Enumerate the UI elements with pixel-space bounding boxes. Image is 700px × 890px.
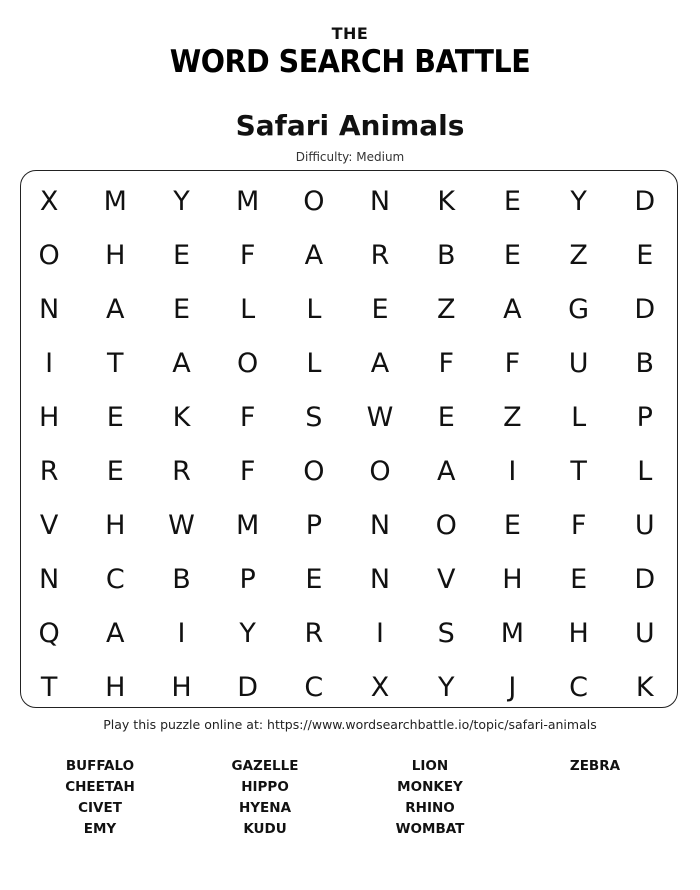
grid-cell[interactable]: V (436, 563, 456, 595)
grid-cell[interactable]: U (634, 509, 655, 541)
grid-cell[interactable]: L (306, 293, 322, 325)
word-item: HIPPO (241, 779, 289, 795)
grid-cell[interactable]: R (39, 455, 59, 487)
grid-cell[interactable]: O (369, 455, 391, 487)
grid-cell[interactable]: L (571, 401, 587, 433)
word-item: BUFFALO (65, 758, 135, 774)
grid-cell[interactable]: E (305, 563, 323, 595)
grid-cell[interactable]: T (570, 455, 587, 487)
grid-cell[interactable]: F (504, 347, 521, 379)
grid-cell[interactable]: T (40, 671, 58, 703)
grid-cell[interactable]: A (106, 617, 125, 649)
grid-cell[interactable]: P (239, 563, 256, 595)
grid-cell[interactable]: I (177, 617, 186, 649)
grid-cell[interactable]: N (369, 563, 391, 595)
grid-cell[interactable]: Y (239, 617, 256, 649)
grid-cell[interactable]: C (105, 563, 125, 595)
grid-cell[interactable]: E (106, 401, 124, 433)
grid-cell[interactable]: H (105, 509, 126, 541)
grid-cell[interactable]: K (172, 401, 191, 433)
grid-cell[interactable]: X (39, 185, 59, 217)
grid-cell[interactable]: P (305, 509, 322, 541)
grid-cell[interactable]: I (45, 347, 54, 379)
grid-cell[interactable]: E (106, 455, 124, 487)
grid-cell[interactable]: F (570, 509, 587, 541)
grid-cell[interactable]: I (508, 455, 517, 487)
grid-cell[interactable]: B (436, 239, 456, 271)
grid-cell[interactable]: F (438, 347, 454, 379)
grid-cell[interactable]: E (503, 509, 521, 541)
grid-cell[interactable]: J (508, 671, 517, 703)
grid-cell[interactable]: Z (436, 293, 456, 325)
grid-cell[interactable]: Y (173, 185, 190, 217)
grid-cell[interactable]: E (437, 401, 455, 433)
grid-cell[interactable]: M (500, 617, 525, 649)
grid-cell[interactable]: N (369, 185, 391, 217)
difficulty-label: Difficulty: Medium (295, 150, 405, 164)
grid-cell[interactable]: G (568, 293, 590, 325)
grid-cell[interactable]: F (239, 239, 256, 271)
grid-cell[interactable]: L (240, 293, 256, 325)
grid-cell[interactable]: O (303, 185, 325, 217)
grid-cell[interactable]: R (172, 455, 191, 487)
grid-cell[interactable]: O (435, 509, 457, 541)
grid-cell[interactable]: K (437, 185, 456, 217)
grid-cell[interactable]: P (636, 401, 653, 433)
word-column (30, 756, 170, 840)
grid-cell[interactable]: E (503, 185, 521, 217)
grid-cell[interactable]: S (305, 401, 323, 433)
grid-cell[interactable]: H (105, 671, 126, 703)
grid-cell[interactable]: M (103, 185, 127, 217)
grid-cell[interactable]: A (503, 293, 522, 325)
grid-cell[interactable]: O (237, 347, 259, 379)
grid-cell[interactable]: E (172, 293, 190, 325)
grid-cell[interactable]: H (105, 239, 126, 271)
grid-cell[interactable]: Z (569, 239, 588, 271)
brand-prefix: THE (331, 24, 369, 43)
word-column (360, 756, 500, 840)
grid-cell[interactable]: F (239, 401, 256, 433)
grid-cell[interactable]: U (634, 617, 655, 649)
grid-cell[interactable]: X (370, 671, 390, 703)
grid-cell[interactable]: L (306, 347, 322, 379)
letter-grid[interactable] (16, 174, 682, 714)
grid-cell[interactable]: E (371, 293, 389, 325)
word-item: RHINO (405, 800, 455, 816)
grid-cell[interactable]: A (172, 347, 191, 379)
grid-cell[interactable]: Q (38, 617, 60, 649)
grid-cell[interactable]: W (366, 401, 394, 433)
word-item: LION (411, 758, 449, 774)
grid-cell[interactable]: A (106, 293, 125, 325)
grid-cell[interactable]: K (635, 671, 654, 703)
grid-cell[interactable]: D (634, 185, 656, 217)
word-item: CHEETAH (65, 779, 135, 795)
grid-cell[interactable]: Y (570, 185, 587, 217)
word-item: HYENA (238, 800, 292, 816)
grid-cell[interactable]: E (570, 563, 588, 595)
grid-cell[interactable]: H (171, 671, 192, 703)
grid-cell[interactable]: Z (503, 401, 522, 433)
grid-cell[interactable]: M (236, 185, 260, 217)
grid-cell[interactable]: F (239, 455, 256, 487)
grid-cell[interactable]: U (568, 347, 589, 379)
word-column (195, 756, 335, 840)
grid-cell[interactable]: D (237, 671, 259, 703)
grid-cell[interactable]: R (370, 239, 390, 271)
grid-cell[interactable]: S (437, 617, 455, 649)
grid-cell[interactable]: A (370, 347, 390, 379)
grid-cell[interactable]: N (38, 293, 60, 325)
grid-cell[interactable]: W (168, 509, 195, 541)
word-item: ZEBRA (569, 758, 621, 774)
grid-cell[interactable]: H (502, 563, 523, 595)
grid-cell[interactable]: A (304, 239, 324, 271)
grid-cell[interactable]: V (39, 509, 59, 541)
grid-cell[interactable]: M (236, 509, 260, 541)
grid-cell[interactable]: E (636, 239, 654, 271)
grid-cell[interactable]: E (503, 239, 521, 271)
word-item: CIVET (78, 800, 122, 816)
grid-cell[interactable]: N (38, 563, 60, 595)
grid-cell[interactable]: R (304, 617, 324, 649)
grid-cell[interactable]: H (38, 401, 60, 433)
word-item: GAZELLE (231, 758, 299, 774)
grid-cell[interactable]: H (568, 617, 589, 649)
grid-cell[interactable]: I (376, 617, 385, 649)
grid-cell[interactable]: T (107, 347, 124, 379)
grid-cell[interactable]: B (635, 347, 655, 379)
word-item: KUDU (243, 821, 287, 837)
grid-cell[interactable]: B (172, 563, 191, 595)
grid-cell[interactable]: O (303, 455, 325, 487)
grid-cell[interactable]: Y (437, 671, 455, 703)
grid-cell[interactable]: D (634, 563, 656, 595)
grid-cell[interactable]: E (172, 239, 190, 271)
brand-logo: WORD SEARCH BATTLE (169, 44, 531, 80)
word-list (0, 756, 700, 846)
grid-cell[interactable]: O (38, 239, 60, 271)
grid-cell[interactable]: N (369, 509, 391, 541)
online-play-note: Play this puzzle online at: https://www.wordsearchbattle.io/topic/safari-animals (103, 717, 597, 732)
grid-cell[interactable]: L (637, 455, 653, 487)
word-item: MONKEY (397, 779, 463, 795)
puzzle-title: Safari Animals (235, 109, 465, 142)
word-item: WOMBAT (395, 821, 465, 837)
grid-cell[interactable]: C (304, 671, 324, 703)
grid-cell[interactable]: A (436, 455, 456, 487)
word-item: EMY (83, 821, 117, 837)
word-column (525, 756, 665, 777)
grid-cell[interactable]: D (634, 293, 656, 325)
grid-cell[interactable]: C (569, 671, 589, 703)
